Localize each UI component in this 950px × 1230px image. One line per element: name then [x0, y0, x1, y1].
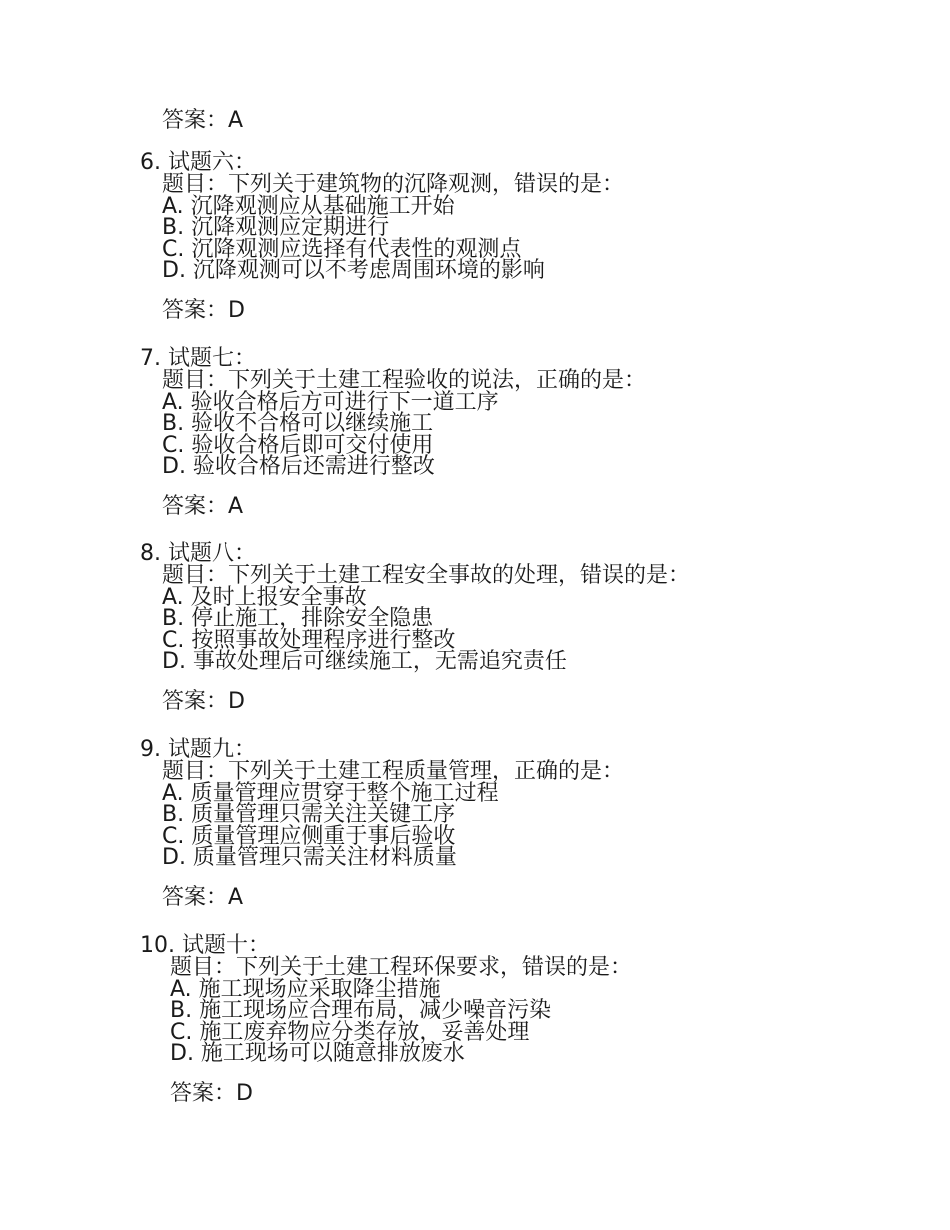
answer-line: 答案：D	[162, 297, 245, 323]
question-8	[140, 543, 690, 712]
question-7	[140, 348, 646, 517]
question-prompt: 题目：下列关于土建工程环保要求，错误的是：	[170, 955, 633, 980]
option-b: B. 施工现场应合理布局，减少噪音污染	[170, 998, 552, 1023]
option-c: C. 验收合格后即可交付使用	[162, 432, 434, 458]
option-d: D. 施工现场可以随意排放废水	[170, 1041, 465, 1066]
question-heading: 6. 试题六：	[140, 150, 256, 175]
answer-line: 答案：A	[162, 108, 244, 133]
question-prompt: 题目：下列关于土建工程安全事故的处理，错误的是：	[162, 563, 691, 588]
question-6	[140, 152, 624, 321]
answer-line: 答案：D	[170, 1080, 253, 1106]
question-prompt: 题目：下列关于土建工程质量管理，正确的是：	[162, 759, 625, 784]
question-prompt: 题目：下列关于土建工程验收的说法，正确的是：	[162, 368, 647, 393]
answer-line: 答案：D	[162, 688, 245, 714]
question-10	[140, 935, 632, 1104]
option-c: C. 按照事故处理程序进行整改	[162, 627, 456, 653]
option-d: D. 沉降观测可以不考虑周围环境的影响	[162, 258, 545, 283]
option-a: A. 沉降观测应从基础施工开始	[162, 193, 455, 219]
option-b: B. 停止施工，排除安全隐患	[162, 606, 434, 631]
question-heading: 8. 试题八：	[140, 541, 256, 566]
answer-line: 答案：A	[162, 493, 244, 519]
option-b: B. 验收不合格可以继续施工	[162, 411, 434, 436]
option-c: C. 施工废弃物应分类存放，妥善处理	[170, 1019, 530, 1045]
answer-line: 答案：A	[162, 884, 244, 910]
question-heading: 10. 试题十：	[140, 933, 270, 958]
question-heading: 7. 试题七：	[140, 346, 256, 371]
option-d: D. 事故处理后可继续施工，无需追究责任	[162, 649, 567, 674]
option-a: A. 验收合格后方可进行下一道工序	[162, 389, 499, 415]
question-prompt: 题目：下列关于建筑物的沉降观测，错误的是：	[162, 172, 625, 197]
option-b: B. 沉降观测应定期进行	[162, 215, 390, 240]
option-a: A. 施工现场应采取降尘措施	[170, 976, 441, 1002]
option-a: A. 质量管理应贯穿于整个施工过程	[162, 780, 499, 806]
option-c: C. 沉降观测应选择有代表性的观测点	[162, 236, 522, 262]
question-9	[140, 739, 624, 908]
option-b: B. 质量管理只需关注关键工序	[162, 802, 456, 827]
option-d: D. 验收合格后还需进行整改	[162, 454, 435, 479]
option-a: A. 及时上报安全事故	[162, 584, 367, 610]
option-d: D. 质量管理只需关注材料质量	[162, 845, 457, 870]
question-heading: 9. 试题九：	[140, 737, 256, 762]
option-c: C. 质量管理应侧重于事后验收	[162, 823, 456, 849]
